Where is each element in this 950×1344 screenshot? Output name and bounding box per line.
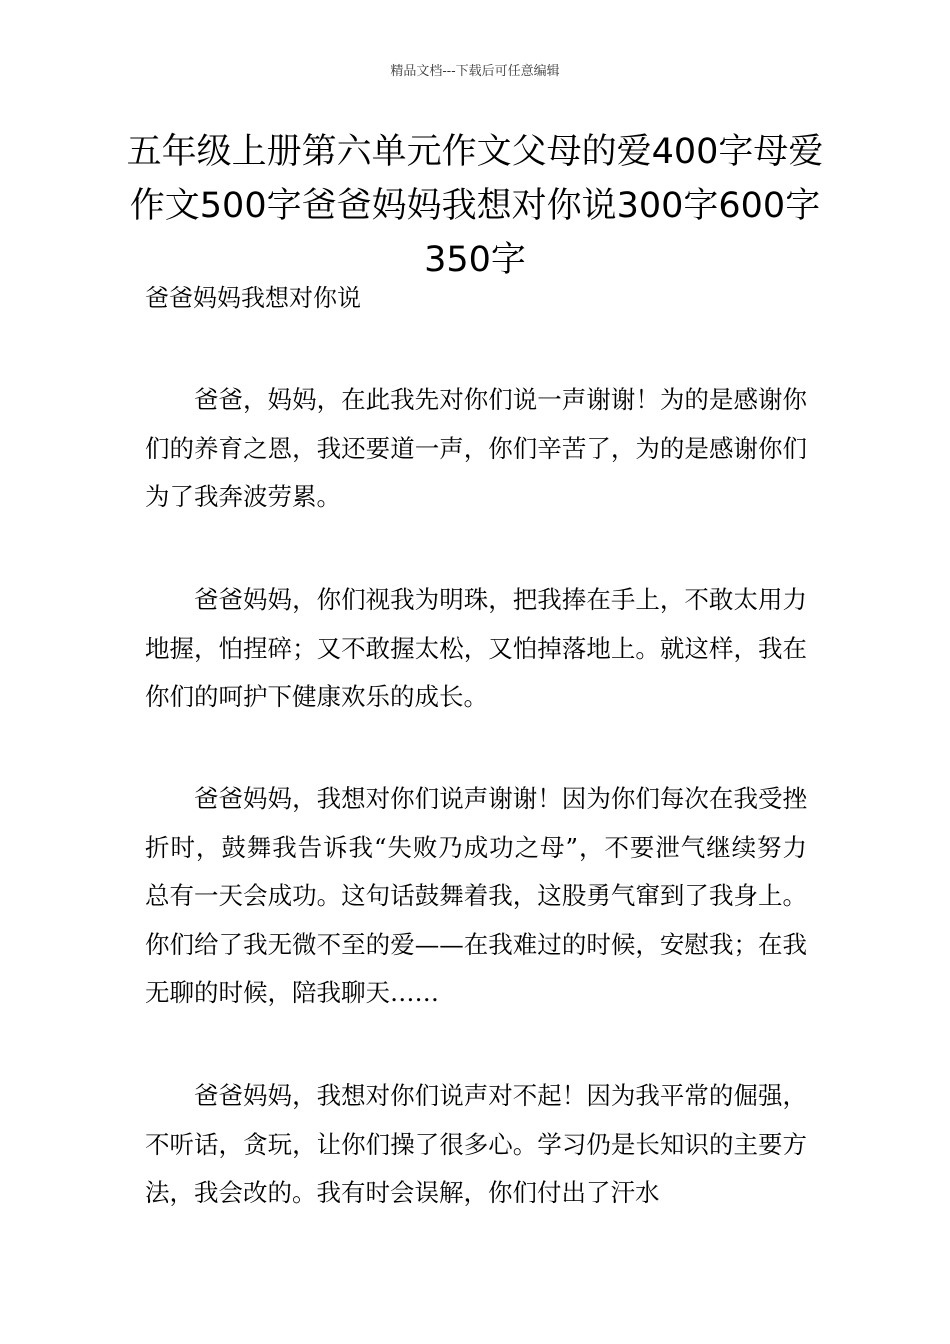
paragraph: 爸爸妈妈，我想对你们说声对不起！因为我平常的倔强，不听话，贪玩，让你们操了很多心。学习仍是长知识的主要方法，我会改的。我有时会误解，你们付出了汗水 bbox=[145, 1081, 807, 1207]
paragraph: 爸爸妈妈，我想对你们说声谢谢！因为你们每次在我受挫折时，鼓舞我告诉我“失败乃成功之母”，不要泄气继续努力总有一天会成功。这句话鼓舞着我，这股勇气窜到了我身上。你们给了我无微不至的爱——在我难过的时候，安慰我；在我无聊的时候，陪我聊天…… bbox=[145, 784, 807, 1007]
essay-heading: 爸爸妈妈我想对你说 bbox=[145, 284, 361, 312]
header-note: 精品文档---下载后可任意编辑 bbox=[390, 64, 560, 79]
paragraph: 爸爸，妈妈，在此我先对你们说一声谢谢！为的是感谢你们的养育之恩，我还要道一声，你们辛苦了，为的是感谢你们为了我奔波劳累。 bbox=[145, 385, 807, 511]
paragraph: 爸爸妈妈，你们视我为明珠，把我捧在手上，不敢太用力地握，怕捏碎；又不敢握太松，又怕掉落地上。就这样，我在你们的呵护下健康欢乐的成长。 bbox=[145, 585, 807, 711]
document-title: 五年级上册第六单元作文父母的爱400字母爱作文500字爸爸妈妈我想对你说300字600字350字 bbox=[126, 132, 824, 280]
